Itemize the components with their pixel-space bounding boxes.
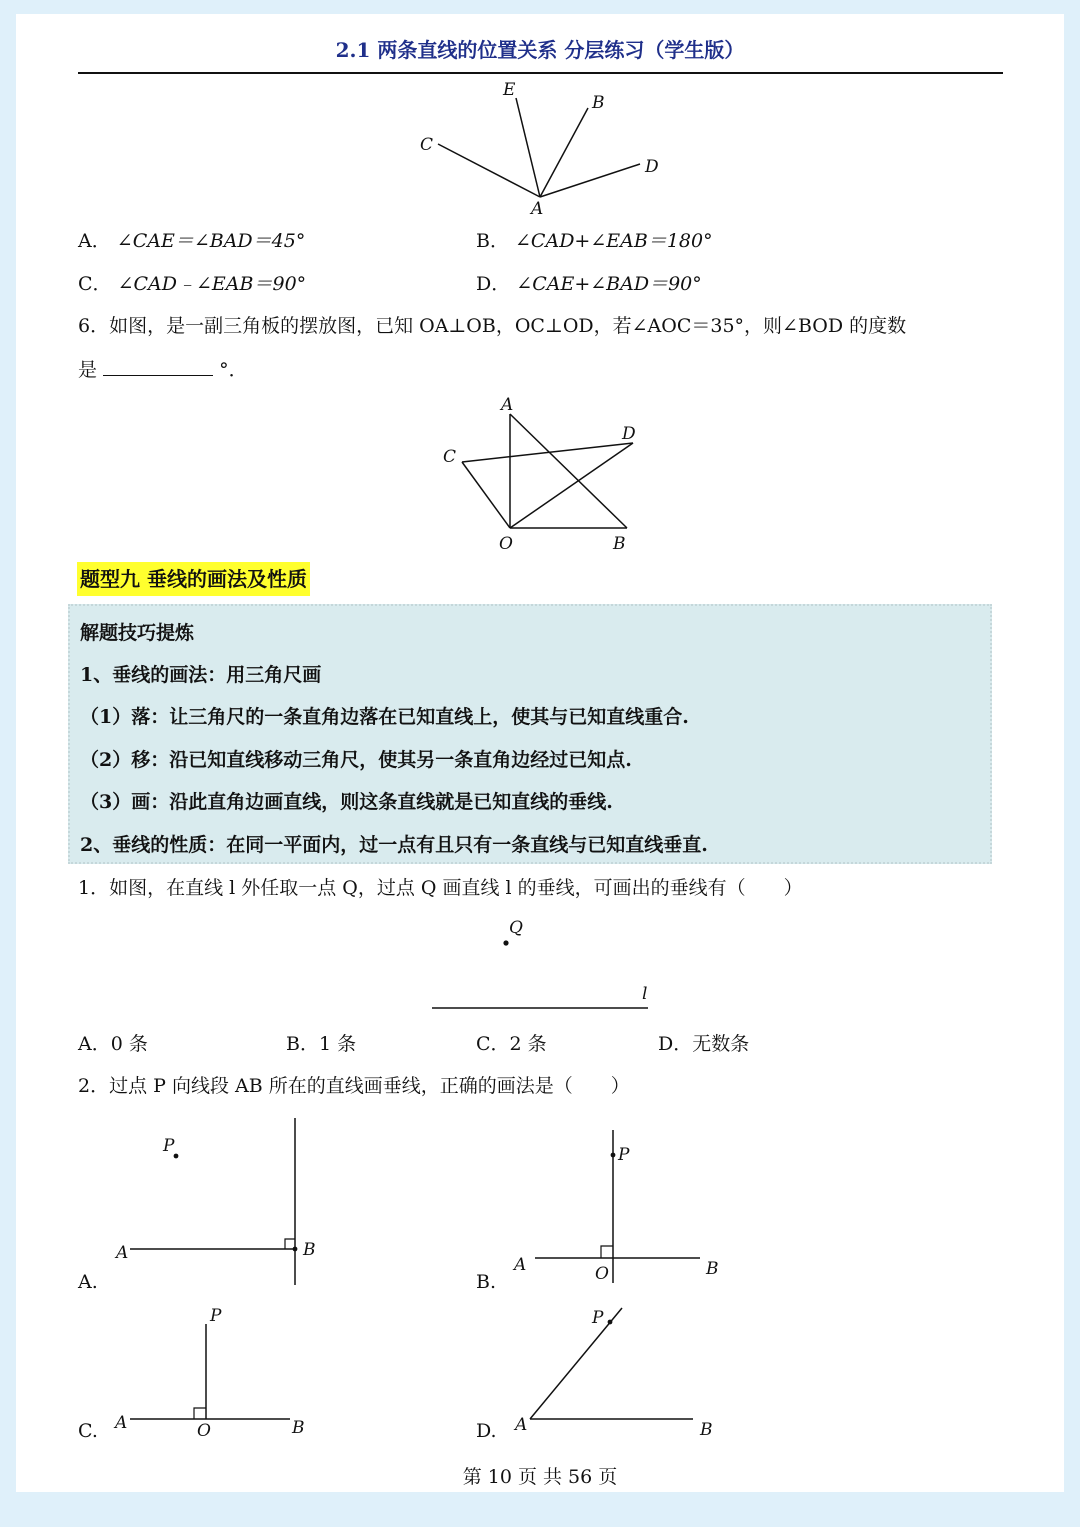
slanted-line bbox=[530, 1308, 622, 1419]
label-b: B bbox=[292, 1418, 305, 1438]
ray-ae bbox=[516, 98, 540, 197]
label-p: P bbox=[592, 1308, 604, 1328]
segment-oc bbox=[462, 462, 510, 528]
q5-option-a[interactable]: A． ∠CAE＝∠BAD＝45° bbox=[78, 230, 306, 252]
label-a: A bbox=[116, 1243, 129, 1263]
label-a: A bbox=[531, 199, 544, 219]
label-a: A bbox=[115, 1413, 128, 1433]
q6-line2: 是 °． bbox=[78, 359, 248, 381]
p1-option-a[interactable]: A．0 条 bbox=[78, 1033, 148, 1055]
tips-title: 解题技巧提炼 bbox=[80, 622, 195, 644]
p1-option-b[interactable]: B．1 条 bbox=[286, 1033, 357, 1055]
right-angle-mark bbox=[601, 1246, 613, 1258]
p1-question: 1．如图，在直线 l 外任取一点 Q，过点 Q 画直线 l 的垂线，可画出的垂线有（ ） bbox=[78, 877, 803, 899]
label-b: B bbox=[700, 1420, 713, 1440]
q6-line1: 6．如图，是一副三角板的摆放图，已知 OA⊥OB，OC⊥OD，若∠AOC＝35°，则∠BOD 的度数 bbox=[78, 315, 907, 337]
p2-figure-a bbox=[110, 1115, 330, 1290]
label-b: B bbox=[613, 534, 626, 554]
label-l: l bbox=[642, 984, 648, 1004]
figure-point-q-line-l bbox=[425, 915, 665, 1015]
label-c: C bbox=[443, 447, 457, 467]
tips-line: （3）画：沿此直角边画直线，则这条直线就是已知直线的垂线. bbox=[80, 791, 613, 813]
label-b: B bbox=[303, 1240, 316, 1260]
point-b bbox=[293, 1247, 298, 1252]
label-o: O bbox=[595, 1264, 609, 1284]
label-o: O bbox=[499, 534, 513, 554]
p2-question: 2．过点 P 向线段 AB 所在的直线画垂线，正确的画法是（ ） bbox=[78, 1075, 630, 1097]
label-p: P bbox=[210, 1306, 222, 1326]
p2-choice-a-letter[interactable]: A. bbox=[78, 1271, 98, 1293]
figure-triangle-boards bbox=[430, 392, 660, 557]
right-angle-mark bbox=[194, 1408, 206, 1419]
p2-choice-c-letter[interactable]: C. bbox=[78, 1420, 98, 1442]
p2-figure-b bbox=[505, 1125, 730, 1290]
p1-option-d[interactable]: D．无数条 bbox=[658, 1033, 750, 1055]
tips-box bbox=[68, 604, 992, 864]
tips-line: （2）移：沿已知直线移动三角尺，使其另一条直角边经过已知点. bbox=[80, 749, 632, 771]
label-a: A bbox=[514, 1255, 527, 1275]
point-q bbox=[503, 940, 508, 945]
point-p bbox=[608, 1320, 613, 1325]
page-footer: 第 10 页 共 56 页 bbox=[462, 1466, 618, 1488]
label-a: A bbox=[515, 1415, 528, 1435]
tips-line: 2、垂线的性质：在同一平面内，过一点有且只有一条直线与已知直线垂直. bbox=[80, 834, 708, 856]
figure-angles-a bbox=[400, 78, 690, 223]
p2-choice-b-letter[interactable]: B. bbox=[476, 1271, 497, 1293]
label-c: C bbox=[420, 135, 434, 155]
p2-figure-c bbox=[110, 1300, 320, 1445]
label-p: P bbox=[163, 1136, 175, 1156]
point-p bbox=[611, 1153, 616, 1158]
label-d: D bbox=[622, 424, 636, 444]
label-b: B bbox=[592, 93, 605, 113]
p1-option-c[interactable]: C．2 条 bbox=[476, 1033, 547, 1055]
label-q: Q bbox=[509, 918, 523, 938]
q5-option-d[interactable]: D． ∠CAE+∠BAD＝90° bbox=[476, 273, 702, 295]
ray-ac bbox=[438, 144, 540, 197]
segment-cd bbox=[462, 443, 633, 462]
label-o: O bbox=[197, 1421, 211, 1441]
tips-line: （1）落：让三角尺的一条直角边落在已知直线上，使其与已知直线重合. bbox=[80, 706, 689, 728]
label-a: A bbox=[501, 395, 514, 415]
q6-answer-blank[interactable] bbox=[103, 357, 213, 376]
label-p: P bbox=[618, 1145, 630, 1165]
q5-option-b[interactable]: B． ∠CAD+∠EAB＝180° bbox=[476, 230, 713, 252]
segment-ab bbox=[510, 414, 627, 528]
q5-option-c[interactable]: C． ∠CAD﹣∠EAB＝90° bbox=[78, 273, 307, 295]
p2-choice-d-letter[interactable]: D. bbox=[476, 1420, 497, 1442]
tips-line: 1、垂线的画法：用三角尺画 bbox=[80, 664, 322, 686]
header-rule bbox=[78, 72, 1003, 74]
label-e: E bbox=[503, 80, 516, 100]
p2-figure-d bbox=[505, 1300, 725, 1445]
label-d: D bbox=[645, 157, 659, 177]
page-header-title: 2.1 两条直线的位置关系 分层练习（学生版） bbox=[335, 38, 745, 62]
section-tag: 题型九 垂线的画法及性质 bbox=[77, 562, 310, 596]
label-b: B bbox=[706, 1259, 719, 1279]
